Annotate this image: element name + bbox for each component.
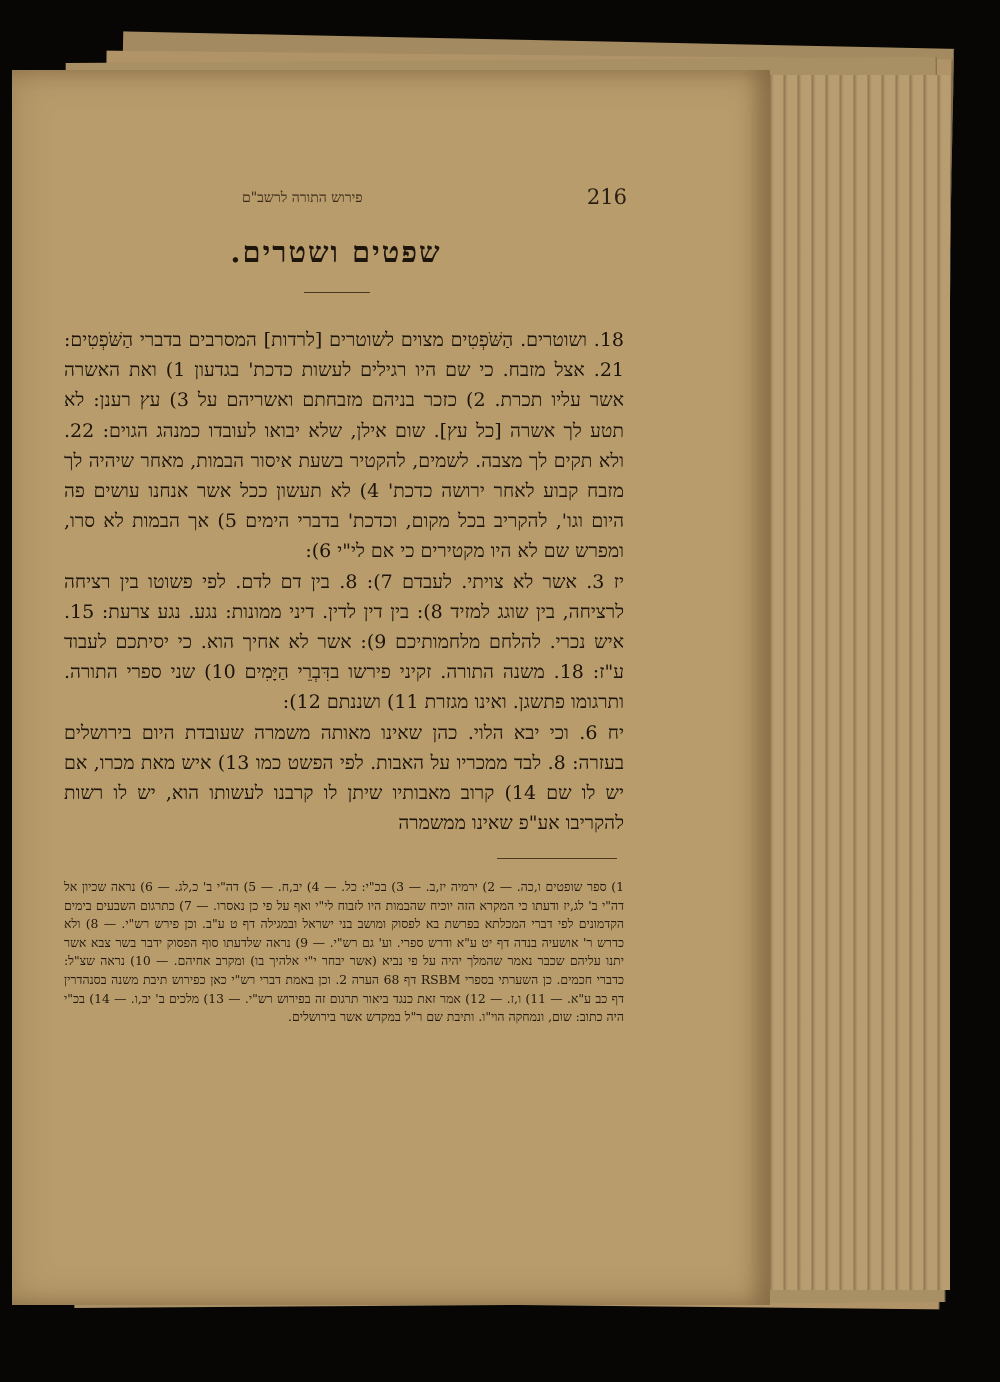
paragraph: יח 6. וכי יבא הלוי. כהן שאינו מאותה משמרה שעובדת היום בירושלים בעזרה: 8. לבד ממכריו על האבות. לפי הפשט כמו 13) איש מאת מכרו, אם יש לו שם 14) קרוב מאבותיו שיתן לו קרבנו לעשותו הוא, יש לו רשות להקריבו אע"פ שאינו ממשמרה [64,721,625,835]
paragraph: יז 3. אשר לא צויתי. לעבדם 7): 8. בין דם לדם. לפי פשוטו בין רציחה לרציחה, בין שוגג למזיד 8): בין דין לדין. דיני ממונות: נגע. נגע צרעת: 15. איש נכרי. להלחם מלחמותיכם 9): אשר לא אחיך הוא. כי יסיתכם לעבוד ע"ז: 18. משנה התורה. זקיני פירשו בדִּבְרֵי הַיָּמִים 10) שני ספרי התורה. ותרגומו פתשגן. ואינו מגזרת 11) ושננתם 12): [64,570,625,714]
footnote-divider [497,858,617,859]
chapter-title: שפטים ושטרים. [230,235,442,269]
commentary-text [64,325,624,838]
page-number: 216 [586,185,627,209]
title-divider [304,292,370,293]
paragraph: 18. ושוטרים. הַשֹּׁפְטִים מצוים לשוטרים [לרדות] המסרבים בדברי הַשֹּׁפְטִים: 21. אצל מזבח. כי שם היו רגילים לעשות כדכת' בגדעון 1) ואת האשרה אשר עליו תכרת. 2) כזכר בניהם מזבחתם ואשריהם על 3) עץ רענן: לא תטע לך אשרה [כל עץ]. שום אילן, שלא יבואו לעובדו כמנהג הגוים: 22. ולא תקים לך מצבה. לשמים, להקטיר בשעת איסור הבמות, מאחר שיהיה לך מזבח קבוע לאחר ירושה כדכת' 4) לא תעשון ככל אשר אנחנו עושים פה היום וגו', להקריב בכל מקום, וכדכת' בדברי הימים 5) אך הבמות לא סרו, ומפרש שם לא היו מקטירים כי אם לי"י 6): [64,329,624,563]
footnotes [64,878,624,1027]
book-page [12,70,770,1305]
running-title: פירוש התורה לרשב"ם [242,190,363,206]
running-head [242,185,627,215]
page-stack-side [760,75,950,1290]
footnote-block: 1) ספר שופטים ו,כה. — 2) ירמיה יז,ב. — 3) בכ"י: כל. — 4) יב,ח. — 5) דה"י ב' כ,לג. — 6) נראה שכיון אל דה"י ב' לג,יז ודעתו כי המקרא הזה יוכיח שהבמות היו לזבוח לי"י ואף על פי כן נאסרו. — 7) כתרגום השבעים בימים הקדמונים לפי דברי המכלתא בפרשת בא לפסוק ומושב בני ישראל ובמגילה דף ט ע"ב. וכן פירש רש"י. — 8) ולא כדרש ר' אושעיה בנדה דף יט ע"א ודרש ספרי. וע' גם רש"י. — 9) נראה שלדעתו סוף הפסוק ידבר בשר צבא אשר יתנו עליהם שכבר נאמר שהמלך יהיה על פי נביא (אשר יבחר י"י אלהיך בו) ומקרב אחיהם. — 10) נראה שצ"ל: כדברי חכמים. כן השערתי בספרי RSBM דף 68 הערה 2. וכן באמת דברי רש"י כאן כפירוש תיבת משנה בסנהדרין דף כב ע"א. — 11) ו,ז. — 12) אמר זאת כנגד ביאור תרגום זה בפירוש רש"י. — 13) מלכים ב' יב,ו. — 14) בכ"י היה כתוב: שום, ונמחקה הוי"ו. ותיבת שם ר"ל במקדש אשר בירושלים. [64,879,625,1025]
